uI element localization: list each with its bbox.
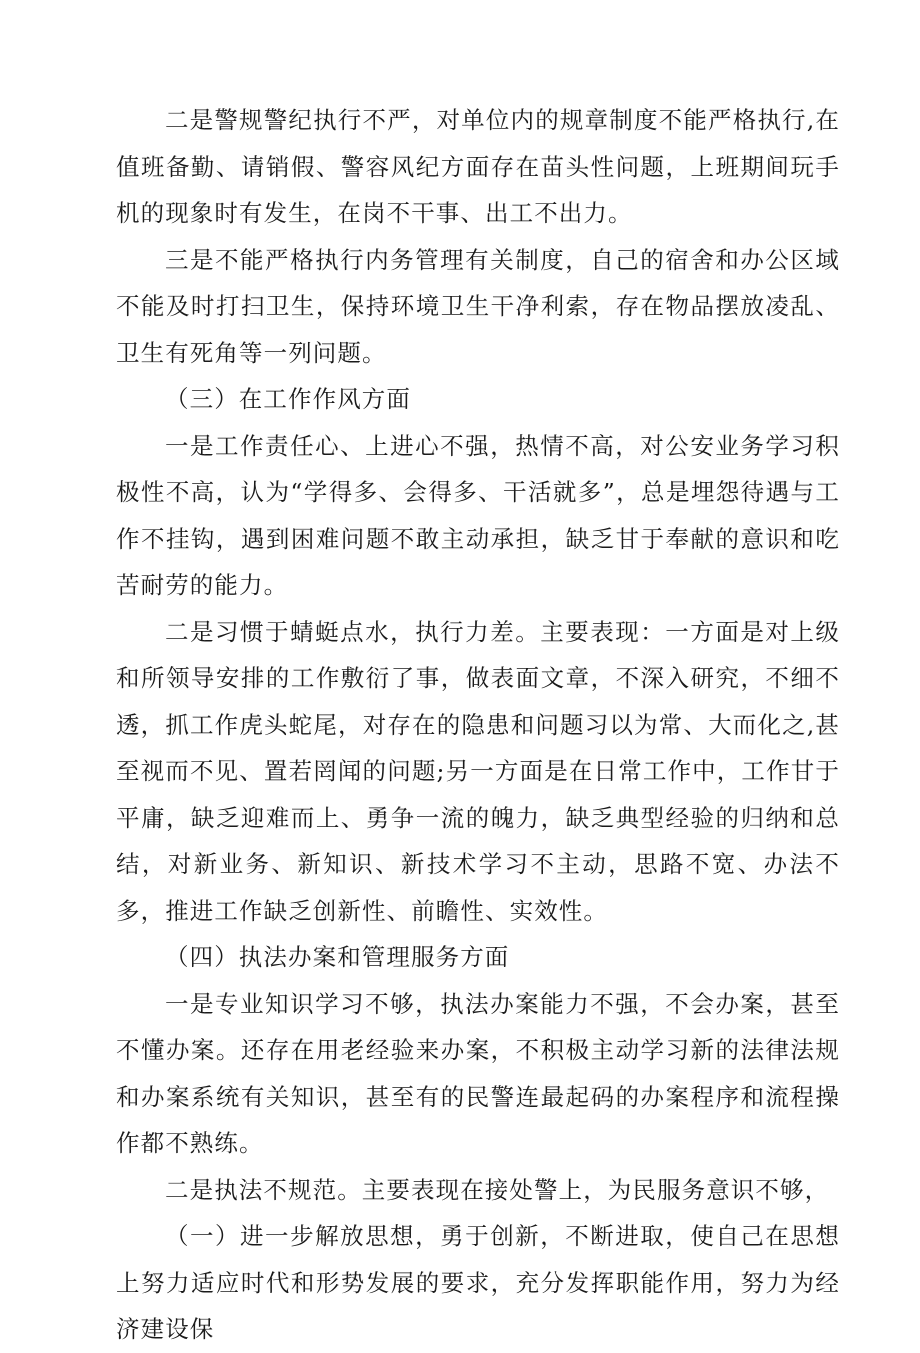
paragraph-housekeeping: 三是不能严格执行内务管理有关制度，自己的宿舍和办公区域不能及时打扫卫生，保持环境卫生干净利索，存在物品摆放凌乱、卫生有死角等一列问题。 <box>116 245 840 367</box>
section-heading-work-style: （三）在工作作风方面 <box>165 385 411 413</box>
paragraph-discipline: 二是警规警纪执行不严，对单位内的规章制度不能严格执行,在值班备勤、请销假、警容风纪方面存在苗头性问题，上班期间玩手机的现象时有发生，在岗不干事、出工不出力。 <box>116 106 840 227</box>
paragraph-execution: 二是习惯于蜻蜓点水，执行力差。主要表现：一方面是对上级和所领导安排的工作敷衍了事，做表面文章，不深入研究，不细不透，抓工作虎头蛇尾，对存在的隐患和问题习以为常、大而化之,甚至视而不见、置若罔闻的问题;另一方面是在日常工作中，工作甘于平庸，缺乏迎难而上、勇争一流的魄力，缺乏典型经验的归纳和总结，对新业务、新知识、新技术学习不主动，思路不宽、办法不多，推进工作缺乏创新性、前瞻性、实效性。 <box>116 617 840 925</box>
paragraph-responsibility: 一是工作责任心、上进心不强，热情不高，对公安业务学习积极性不高，认为“学得多、会得多、干活就多”，总是埋怨待遇与工作不挂钩，遇到困难问题不敢主动承担，缺乏甘于奉献的意识和吃苦耐劳的能力。 <box>116 431 840 599</box>
section-heading-law-enforcement: （四）执法办案和管理服务方面 <box>165 943 510 971</box>
paragraph-professional-knowledge: 一是专业知识学习不够，执法办案能力不强，不会办案，甚至不懂办案。还存在用老经验来办案，不积极主动学习新的法律法规和办案系统有关知识，甚至有的民警连最起码的办案程序和流程操作都不熟练。 <box>116 989 840 1157</box>
paragraph-emancipate-mind: （一）进一步解放思想，勇于创新，不断进取，使自己在思想上努力适应时代和形势发展的要求，充分发挥职能作用，努力为经济建设保 <box>116 1222 840 1343</box>
paragraph-nonstandard-enforcement: 二是执法不规范。主要表现在接处警上，为民服务意识不够， <box>165 1175 830 1204</box>
document-body <box>116 97 840 1353</box>
